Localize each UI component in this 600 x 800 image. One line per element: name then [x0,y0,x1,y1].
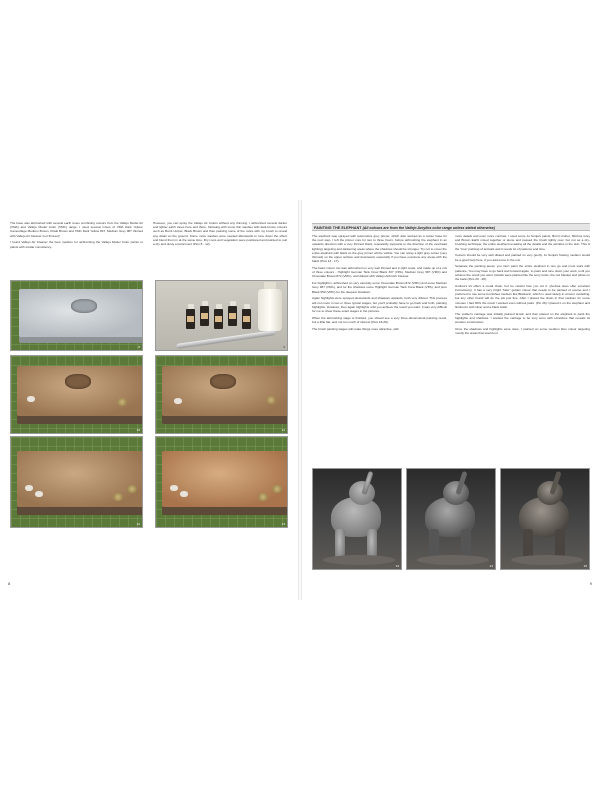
display-base [323,555,395,565]
section-title: PAINTING THE ELEPHANT [314,226,362,230]
photo-primed-base [10,280,143,351]
photo-caption: 10 [136,428,140,432]
right-text-col1 [312,234,447,458]
left-page [0,200,298,600]
paragraph: Once the shadows and highlights were done, I painted on some medium blue colour targeting mostly the areas that would not [455,326,590,336]
paragraph: more details and even more contrast. I used some Jo Sonja's paints, Burnt Umber, Nimbus Grey and Brown Earth mixed together or alone and passed the brush lightly over, but not as a dry-brushing technique; the entire elephant revealing all the details and the wrinkles in the skin. This is the "true" painting of animals and it needs lot of patience and time. [455,234,590,251]
photo-caption: 9 [283,345,285,349]
paragraph: The soldier's carriage was initially painted brown and then placed on the elephant to paint the highlights and shadows. I wanted the carriage to be very worn with scratches that reveals its wooden construction. [455,311,590,325]
rock [174,398,182,404]
painted-base [162,451,288,507]
grass-tuft [272,485,282,493]
page-number: 8 [8,581,11,586]
paragraph: Andrea's kit offers a metal chain, but be careful how you cut it. (Andrea does offer excellent instructions). It has a very bright "fake" golden colour that needs to be painted of course and I preferred to use some burnished medium like Blackenit, which is used widely in armour modelling, but any other brand will do the job just fine. After I placed the chain in that medium for some minutes I had 90% the result I wanted even without paint. (Pic 29) I placed it on the elephant and finished it with silver and a black wash. [455,283,590,309]
painted-base [17,366,143,416]
photo-base-vegetation [10,436,143,528]
rock [180,491,188,497]
photo-paints-airbrush [155,280,288,351]
paint-bottle [242,309,251,329]
page-number: 9 [589,581,592,586]
air-cleaner-bottle [258,289,282,331]
grass-tuft [117,398,127,406]
paragraph: However, you can spray the Vallejo Air Colors without any thinning. I airbrushed several darker and lighter earth tones here and there, following with some thin washes with dark brown colours such as Burnt Umber, Black Brown and then painting some of the rocks with my brush to reveal any detail on the ground. Some more washes were needed afterwards to tone down the effect and blend them in at the same time. Dry roots and vegetation were positioned and painted to suit a dry and dusty environment (Pics 8 - 12). [153,221,287,247]
photo-elephant-primed [312,468,402,570]
paragraph: When the airbrushing stage is finished, you should see a very three-dimensional painting result, but a little flat, and not too much of interest (Pics 18-29). [312,315,447,325]
rock [170,485,178,491]
grass-tuft [113,493,123,501]
painted-base [17,451,143,507]
photo-base-finished [155,436,288,528]
paragraph: Colours should be very well diluted and painted on very gently. Jo Sonja's flowing medium would be a good help here, if you add some in the mix. [455,253,590,262]
rock [27,396,35,402]
paragraph: The elephant was sprayed with automotive grey primer, which also worked as a colour base for the next step. I left the primer cure for two to three hours, before airbrushing the elephant in an upwards direction with a very thinned black, repeatedly (opposite to the direction of the overhead lighting) targeting and darkening areas where the shadows should be stronger. Try not to cover the entire elephant with black so the grey primer will be visible. You can spray a light grey colour (very thinned) on the upper surface and downward, especially if you have overdone any areas with the black (Pics 13 - 17). [312,234,447,264]
left-text-col1 [10,221,143,285]
grass-tuft [258,493,268,501]
primed-base [19,289,143,337]
elephant-footprint [210,374,236,389]
paint-bottle [228,306,237,326]
photo-caption: 13 [281,522,285,526]
painted-base [162,366,288,416]
grass-tuft [266,396,276,404]
grass-tuft [127,485,137,493]
photo-caption: 12 [136,522,140,526]
photo-caption: 8 [138,345,140,349]
section-heading [312,223,590,231]
paragraph: The base was airbrushed with several earth tones combining colours from the Vallejo Model Air (VMA) and Vallejo Model Color (VMC) range. I used several mixes of VMA Dark Yellow, Camouflage Medium Brown, Khaki Brown and VMC Dark Yellow 847, Medium Grey 987 thinned with Vallejo Air Cleaner (not thinner)! [10,221,143,238]
left-text-col2 [153,221,287,285]
display-base [417,555,489,565]
photo-elephant-shaded [406,468,496,570]
airbrush [176,330,276,349]
photo-caption: 13 [395,564,399,568]
photo-base-washed [155,355,288,434]
photo-elephant-painted [500,468,590,570]
elephant-footprint [71,299,97,313]
right-page [302,200,600,600]
paragraph: Again highlights were sprayed downwards and shadows upwards, both very diluted. This process will not cover in two or three typical stages, but you'll probably have to go back and forth, painting highlights, shadows, then again highlights until you achieve the result you want. It was very difficult for me to show these exact stages in the pictures. [312,296,447,314]
rock [35,491,43,497]
section-note: (All colours are from the Vallejo Acrylics color range unless stated otherwise) [362,226,495,230]
photo-caption: 14 [489,564,493,568]
paragraph: Separate the painting areas; you can't paint the entire elephant in one go and must work with patience. You may have to go back and forward again, to paint and tone down your work, until you achieve the result you want. Details were painted like the ivory tusks, the red blanket and pillow on the back (Pics 20 - 28). [455,264,590,282]
display-base [511,555,583,565]
paint-bottle [214,309,223,329]
paragraph: The brush painting stages will make things more attractive, with [312,326,399,331]
paragraph: The basic colour mix was airbrushed on very well thinned and in light coats, and made up of a mix of three colours - Highlight German Tank Crew Black 337 (VPA), Medium Grey 987 (VMC) and Chocolate Brown 872 (VMC), well diluted with Vallejo Airbrush Cleaner. [312,266,447,279]
elephant-footprint [65,374,91,389]
photo-caption: 15 [583,564,587,568]
paragraph: I found Vallejo Air Cleaner the best medium for airbrushing the Vallejo Model Color paints or paints with similar consistency. [10,240,143,249]
paint-bottle [200,306,209,326]
photo-caption: 11 [281,428,285,432]
right-text-col2 [455,234,590,458]
paint-bottle [186,309,195,329]
paragraph: For highlights I airbrushed on very carefully some Chocolate Brown 872 (VMC) and some Medium Grey 987 (VMC), and for the shadows some Highlight German Tank Crew Black (VPA), and pure Black 950 (VMC) for the deepest shadows. [312,281,447,294]
photo-base-airbrushed [10,355,143,434]
rock [25,485,33,491]
book-spread [0,200,600,600]
